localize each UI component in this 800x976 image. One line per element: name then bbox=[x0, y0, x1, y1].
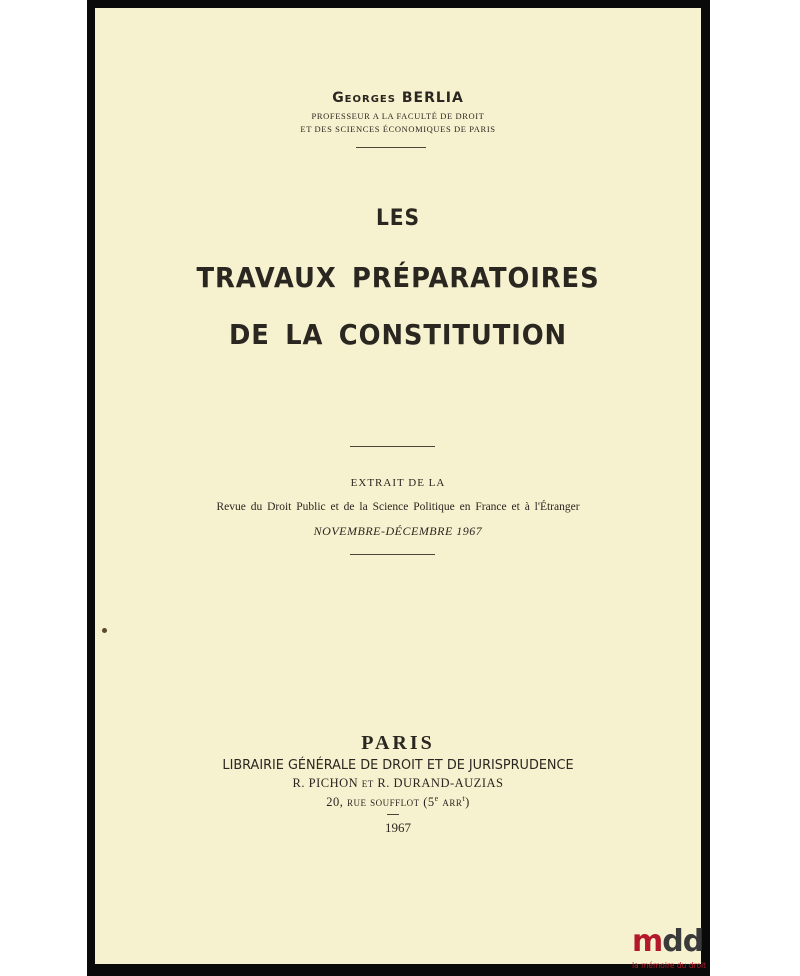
publisher-owner-2: R. DURAND-AUZIAS bbox=[377, 776, 504, 790]
address-number: 20, bbox=[326, 795, 344, 810]
mdd-logo-mark: mdd bbox=[632, 924, 704, 959]
divider-rule bbox=[356, 147, 426, 148]
extract-label: EXTRAIT DE LA bbox=[350, 477, 446, 489]
publication-city: PARIS bbox=[361, 732, 435, 754]
author-first-name: Georges bbox=[332, 90, 396, 106]
divider-rule bbox=[387, 814, 399, 815]
divider-rule bbox=[350, 446, 435, 447]
publisher-name: LIBRAIRIE GÉNÉRALE DE DROIT ET DE JURISPRUDENCE bbox=[222, 757, 574, 773]
author-last-name: BERLIA bbox=[401, 90, 464, 106]
paper-speck bbox=[102, 628, 107, 633]
mdd-watermark-logo bbox=[632, 924, 714, 976]
journal-issue: NOVEMBRE-DÉCEMBRE 1967 bbox=[313, 524, 483, 538]
title-line-1: LES bbox=[375, 206, 421, 231]
publisher-owner-conjunction: et bbox=[361, 776, 374, 790]
book-cover bbox=[95, 8, 704, 964]
divider-rule bbox=[350, 554, 435, 555]
publisher-address bbox=[95, 794, 701, 810]
journal-name: Revue du Droit Public et de la Science Politique en France et à l'Étranger bbox=[216, 501, 580, 513]
publisher-owners bbox=[95, 776, 701, 791]
address-street: rue soufflot bbox=[346, 795, 420, 810]
title-line-3: DE LA CONSTITUTION bbox=[228, 318, 568, 351]
title-line-2: TRAVAUX PRÉPARATOIRES bbox=[196, 261, 600, 294]
publication-year: 1967 bbox=[385, 820, 411, 835]
mdd-logo-tagline: la mémoire du droit bbox=[632, 961, 707, 970]
author-affiliation-line-1: PROFESSEUR A LA FACULTÉ DE DROIT bbox=[311, 111, 485, 121]
address-arrondissement: (5e arr$^t$) bbox=[423, 794, 470, 810]
author-name bbox=[95, 90, 701, 106]
publisher-owner-1: R. PICHON bbox=[292, 776, 359, 790]
author-affiliation-line-2: ET DES SCIENCES ÉCONOMIQUES DE PARIS bbox=[300, 124, 496, 134]
